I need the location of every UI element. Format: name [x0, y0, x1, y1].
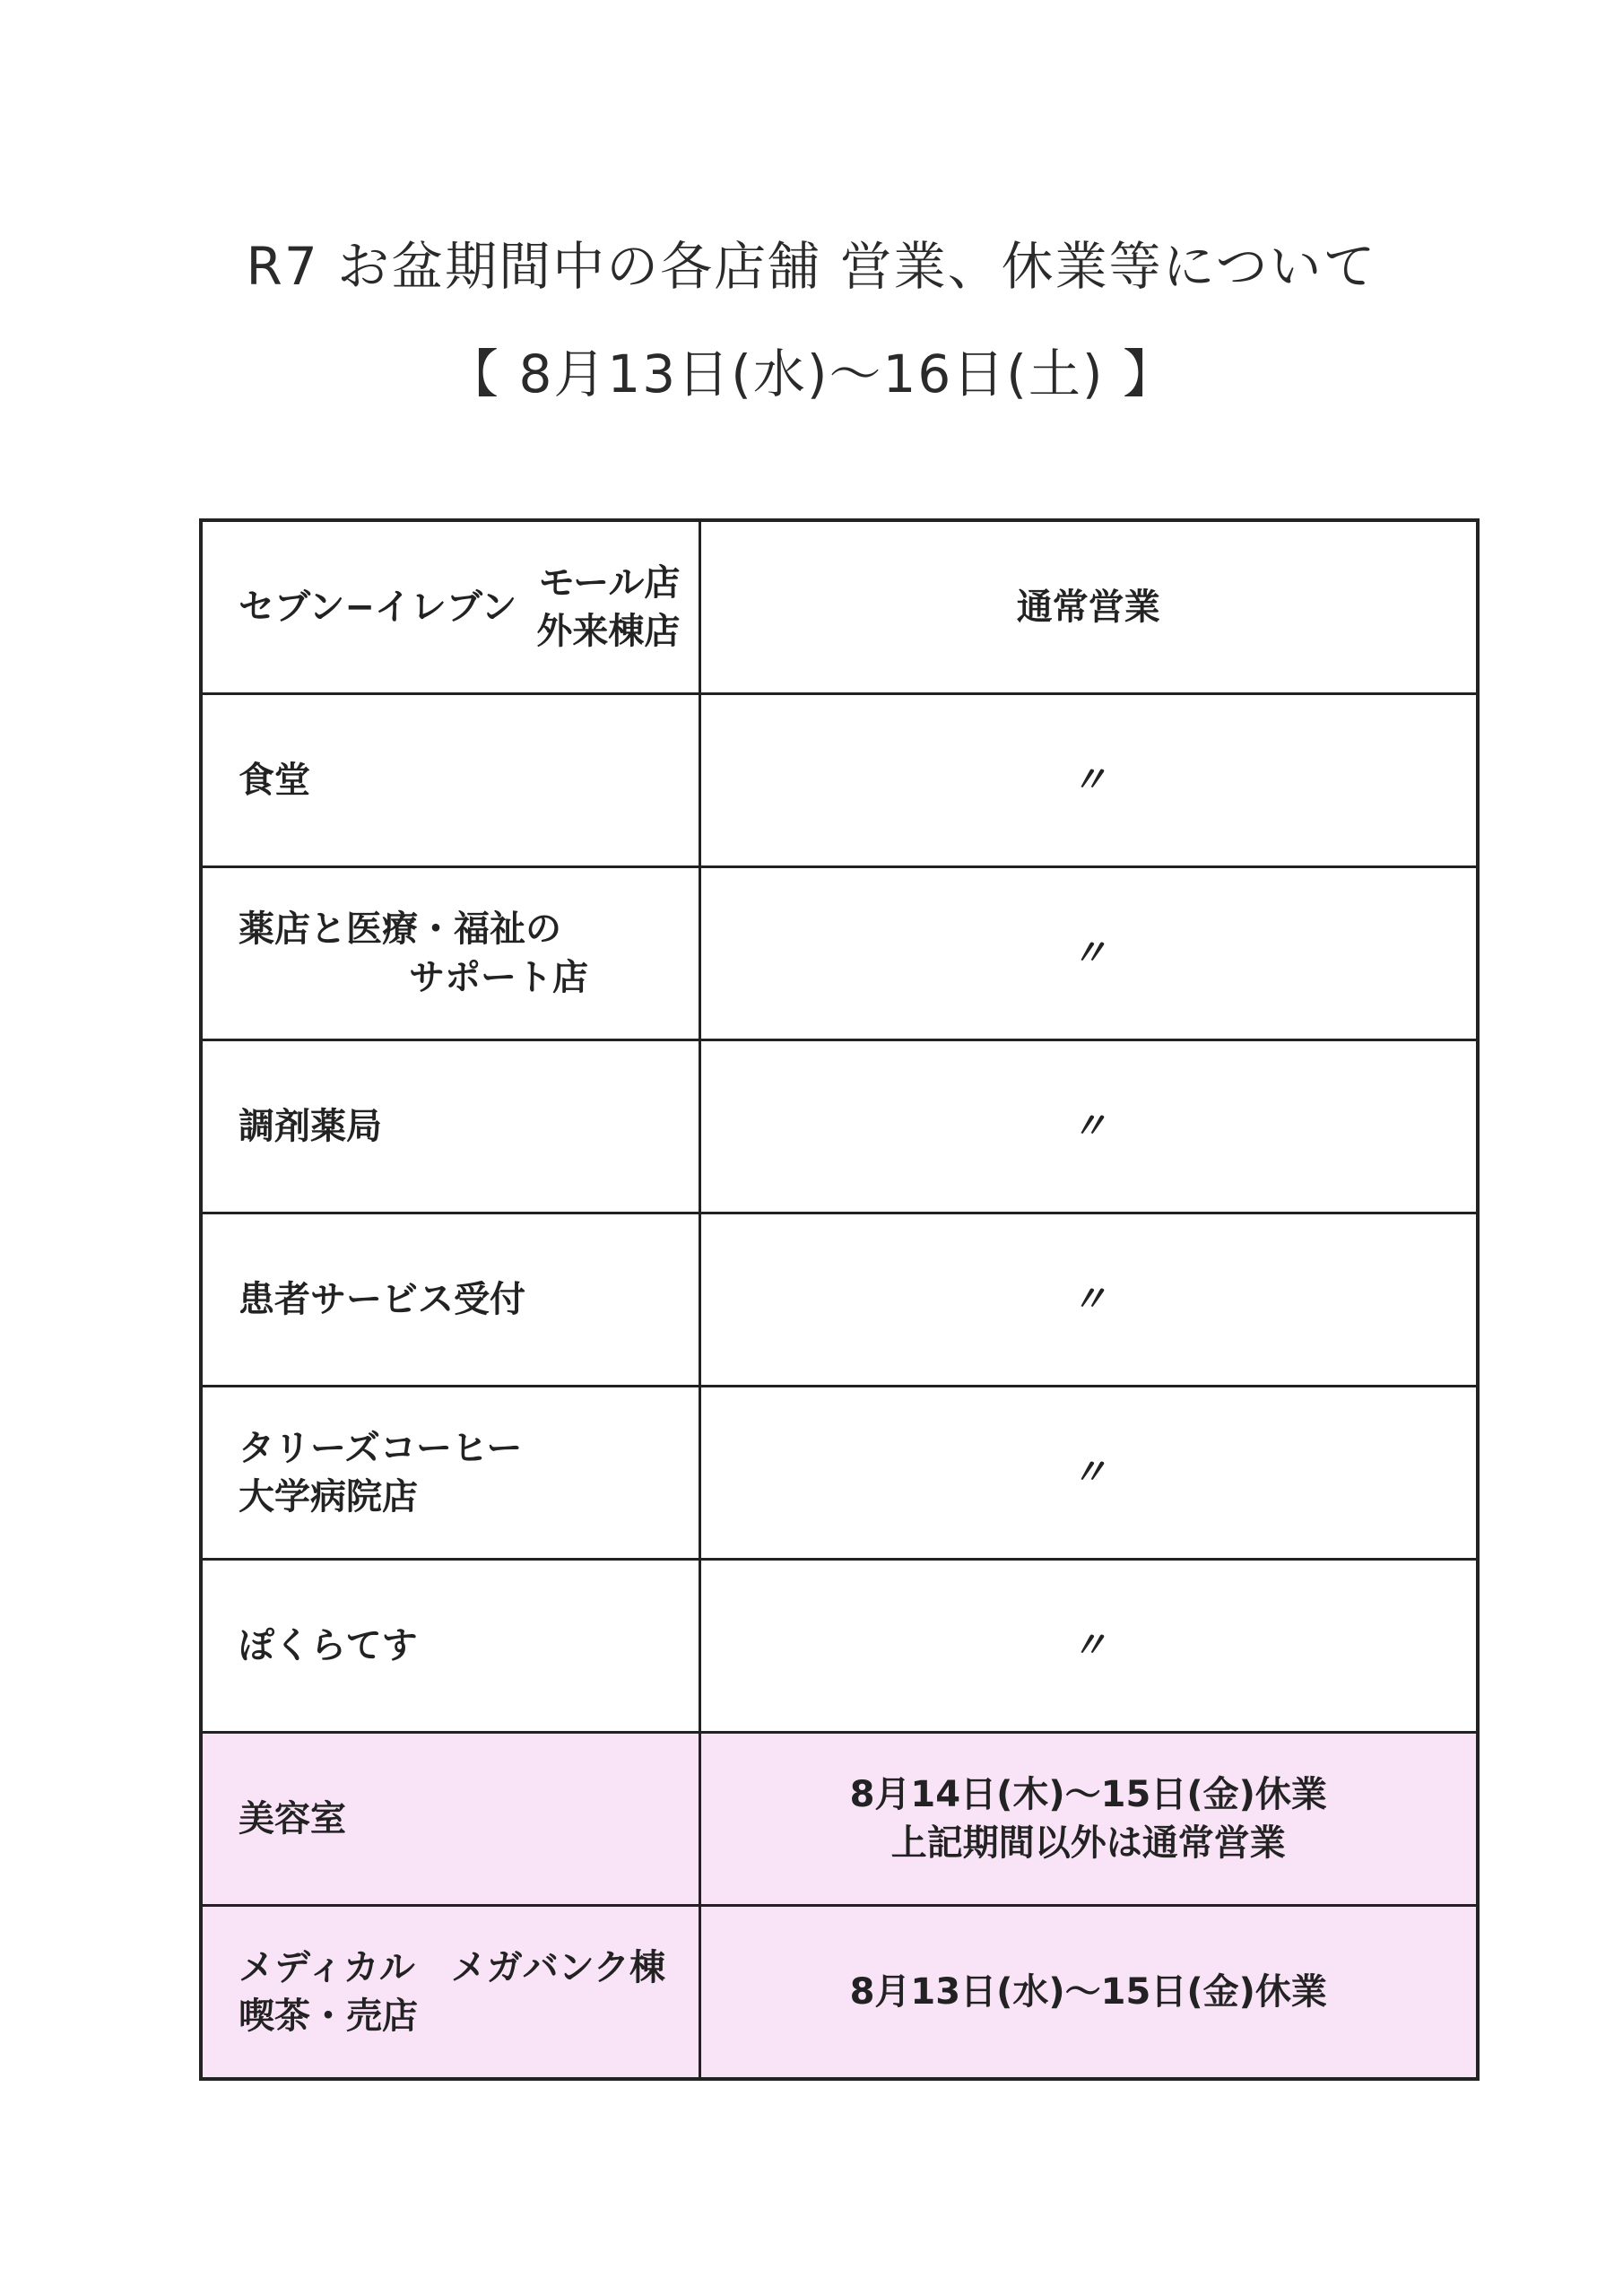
ditto-mark: 〃: [1071, 932, 1106, 974]
store-branch-line: 外来棟店: [536, 611, 681, 652]
store-name-line: 調剤薬局: [239, 1106, 382, 1147]
store-name-line: タリーズコーヒー: [239, 1428, 523, 1469]
status-cell: [699, 1387, 1478, 1560]
store-name-cell: [201, 694, 699, 867]
status-cell: [699, 520, 1478, 694]
ditto-mark: 〃: [1071, 1278, 1106, 1320]
table-row-megabank-cafe: [201, 1906, 1478, 2080]
table-row-patient-services: [201, 1213, 1478, 1387]
ditto-mark: 〃: [1071, 759, 1106, 801]
store-name-line: 食堂: [239, 760, 310, 801]
status-line: 8月13日(水)～15日(金)休業: [849, 1971, 1327, 2013]
table-row-pokuratesu: [201, 1560, 1478, 1733]
table-row-cafeteria: [201, 694, 1478, 867]
store-name-line: 美容室: [239, 1798, 346, 1839]
store-name-line: 薬店と医療・福祉の: [239, 909, 561, 950]
status-cell: [699, 867, 1478, 1040]
ditto-mark: 〃: [1071, 1451, 1106, 1493]
status-cell: [699, 1560, 1478, 1733]
status-cell: [699, 1040, 1478, 1213]
status-cell: [699, 694, 1478, 867]
store-name-cell: [201, 867, 699, 1040]
status-cell: [699, 1213, 1478, 1387]
ditto-mark: 〃: [1071, 1105, 1106, 1147]
store-schedule-table: [199, 518, 1480, 2081]
store-name-cell: [201, 1733, 699, 1906]
status-cell: [699, 1906, 1478, 2080]
store-name-cell: [201, 1213, 699, 1387]
store-name-line: サポート店: [409, 957, 588, 998]
store-name-cell: [201, 520, 699, 694]
store-name-line: 大学病院店: [239, 1476, 418, 1518]
store-name-cell: [201, 1040, 699, 1213]
store-branch-line: モール店: [538, 562, 681, 604]
store-name-line: 患者サービス受付: [239, 1279, 525, 1320]
table-row-pharmacy: [201, 1040, 1478, 1213]
store-name-line: セブン−イレブン: [239, 587, 517, 628]
status-cell: [699, 1733, 1478, 1906]
table-row-tullys: [201, 1387, 1478, 1560]
table-row-drugstore: [201, 867, 1478, 1040]
store-name-line: 喫茶・売店: [239, 1996, 418, 2037]
status-line: 通常営業: [1016, 587, 1160, 628]
store-name-cell: [201, 1387, 699, 1560]
ditto-mark: 〃: [1071, 1624, 1106, 1666]
status-line: 上記期間以外は通常営業: [890, 1822, 1286, 1864]
store-name-line: メディカル メガバンク棟: [239, 1947, 665, 1988]
period-subtitle: 【 8月13日(水)～16日(土) 】: [447, 344, 1176, 404]
store-name-cell: [201, 1560, 699, 1733]
page-title: R7 お盆期間中の各店舗 営業、休業等について: [246, 236, 1377, 297]
status-line: 8月14日(木)～15日(金)休業: [849, 1774, 1327, 1815]
table-row-seven-eleven: [201, 520, 1478, 694]
store-name-cell: [201, 1906, 699, 2080]
table-row-beauty-salon: [201, 1733, 1478, 1906]
store-name-line: ぽくらてす: [239, 1625, 418, 1666]
